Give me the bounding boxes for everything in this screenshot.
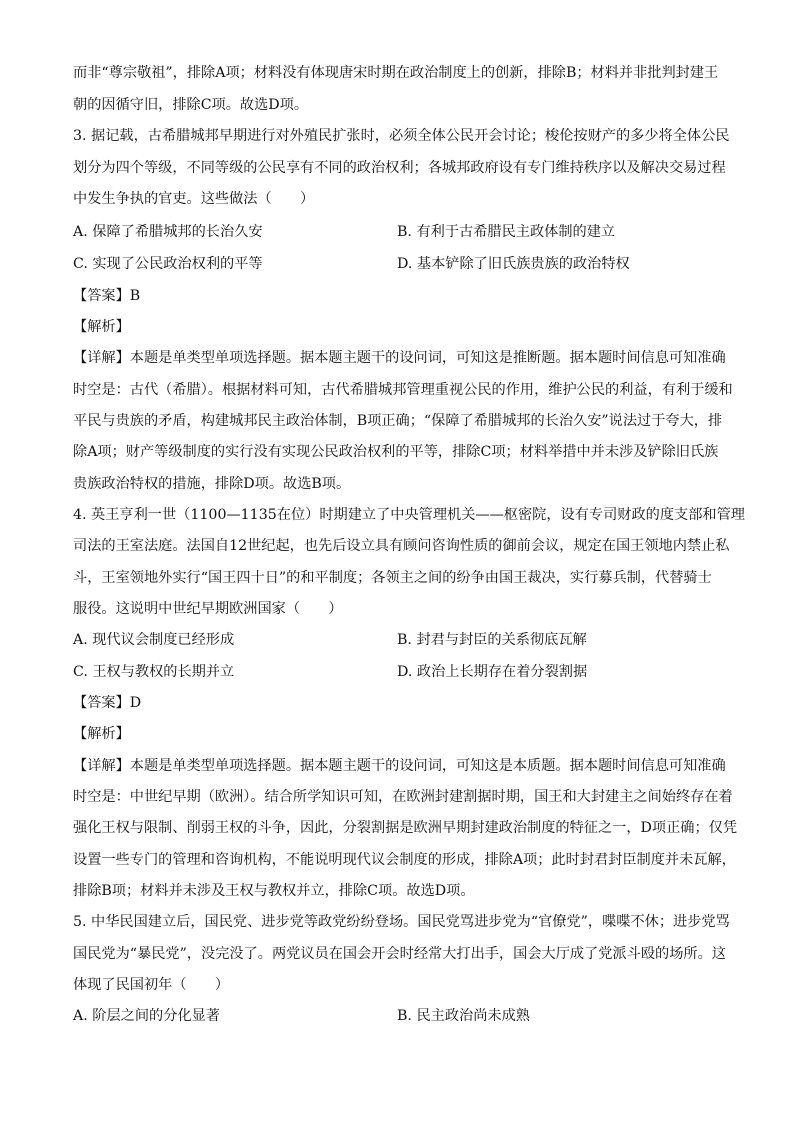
question-4-option-b: B. 封君与封臣的关系彻底瓦解 — [397, 632, 587, 648]
explanation-line: 排除B项；材料并未涉及王权与教权并立，排除C项。故选D项。 — [73, 883, 475, 899]
question-3-option-d: D. 基本铲除了旧氏族贵族的政治特权 — [397, 256, 630, 272]
question-3-stem: 3. 据记载，古希腊城邦早期进行对外殖民扩张时，必须全体公民开会讨论；梭伦按财产的多少将全体公民 — [73, 128, 730, 144]
question-4-stem: 司法的王室法庭。法国自12世纪起，也先后设立具有顾问咨询性质的御前会议，规定在国王领地内禁止私 — [73, 538, 730, 554]
question-4-stem: 服役。这说明中世纪早期欧洲国家（ ） — [73, 601, 343, 617]
explanation-line: 设置一些专门的管理和咨询机构，不能说明现代议会制度的形成，排除A项；此时封君封臣制度并未瓦解， — [73, 852, 736, 868]
analysis-label: 【解析】 — [73, 319, 130, 335]
analysis-label: 【解析】 — [73, 726, 130, 742]
explanation-line: 强化王权与限制、削弱王权的斗争，因此，分裂割据是欧洲早期封建政治制度的特征之一，D项正确；仅凭 — [73, 820, 738, 836]
question-5-option-b: B. 民主政治尚未成熟 — [397, 1008, 530, 1024]
explanation-line: 贵族政治特权的措施，排除D项。故选B项。 — [73, 476, 351, 492]
question-3-stem: 中发生争执的官吏。这些做法（ ） — [73, 191, 315, 207]
explanation-line: 时空是：中世纪早期（欧洲）。结合所学知识可知，在欧洲封建割据时期，国王和大封建主之间始终存在着 — [73, 789, 733, 805]
explanation-line: 除A项；财产等级制度的实行没有实现公民政治权利的平等，排除C项；材料举措中并未涉及铲除旧氏族 — [73, 444, 719, 460]
question-5-stem: 5. 中华民国建立后，国民党、进步党等政党纷纷登场。国民党骂进步党为“官僚党”，喋喋不休；进步党骂 — [73, 914, 730, 930]
question-3-option-b: B. 有利于古希腊民主政体制的建立 — [397, 224, 616, 240]
question-4-stem: 4. 英王亨利一世（1100—1135在位）时期建立了中央管理机关——枢密院，设有专司财政的度支部和管理 — [73, 507, 745, 523]
question-4-stem: 斗，王室领地外实行“国王四十日”的和平制度；各领主之间的纷争由国王裁决，实行募兵制，代替骑士 — [73, 570, 712, 586]
question-3-option-c: C. 实现了公民政治权利的平等 — [73, 256, 263, 272]
explanation-line: 【详解】本题是单类型单项选择题。据本题主题干的设问词，可知这是推断题。据本题时间信息可知准确 — [73, 350, 726, 366]
question-4-option-d: D. 政治上长期存在着分裂割据 — [397, 664, 588, 680]
question-3-option-a: A. 保障了希腊城邦的长治久安 — [73, 224, 263, 240]
question-5-stem: 体现了民国初年（ ） — [73, 977, 230, 993]
answer-label: 【答案】B — [73, 288, 141, 304]
question-5-stem: 国民党为“暴民党”，没完没了。两党议员在国会开会时经常大打出手，国会大厅成了党派斗殴的场所。这 — [73, 946, 726, 962]
question-4-option-a: A. 现代议会制度已经形成 — [73, 632, 235, 648]
answer-label: 【答案】D — [73, 695, 142, 711]
text-line: 朝的因循守旧，排除C项。故选D项。 — [73, 97, 309, 113]
question-5-option-a: A. 阶层之间的分化显著 — [73, 1008, 220, 1024]
question-3-stem: 划分为四个等级，不同等级的公民享有不同的政治权利；各城邦政府设有专门维持秩序以及解决交易过程 — [73, 160, 726, 176]
explanation-line: 时空是：古代（希腊）。根据材料可知，古代希腊城邦管理重视公民的作用，维护公民的利益，有利于缓和 — [73, 382, 733, 398]
explanation-line: 平民与贵族的矛盾，构建城邦民主政治体制，B项正确；“保障了希腊城邦的长治久安”说法过于夸大，排 — [73, 413, 723, 429]
text-line: 而非“尊宗敬祖”，排除A项；材料没有体现唐宋时期在政治制度上的创新，排除B；材料并非批判封建王 — [73, 65, 719, 81]
question-4-option-c: C. 王权与教权的长期并立 — [73, 664, 235, 680]
explanation-line: 【详解】本题是单类型单项选择题。据本题主题干的设问词，可知这是本质题。据本题时间信息可知准确 — [73, 758, 726, 774]
